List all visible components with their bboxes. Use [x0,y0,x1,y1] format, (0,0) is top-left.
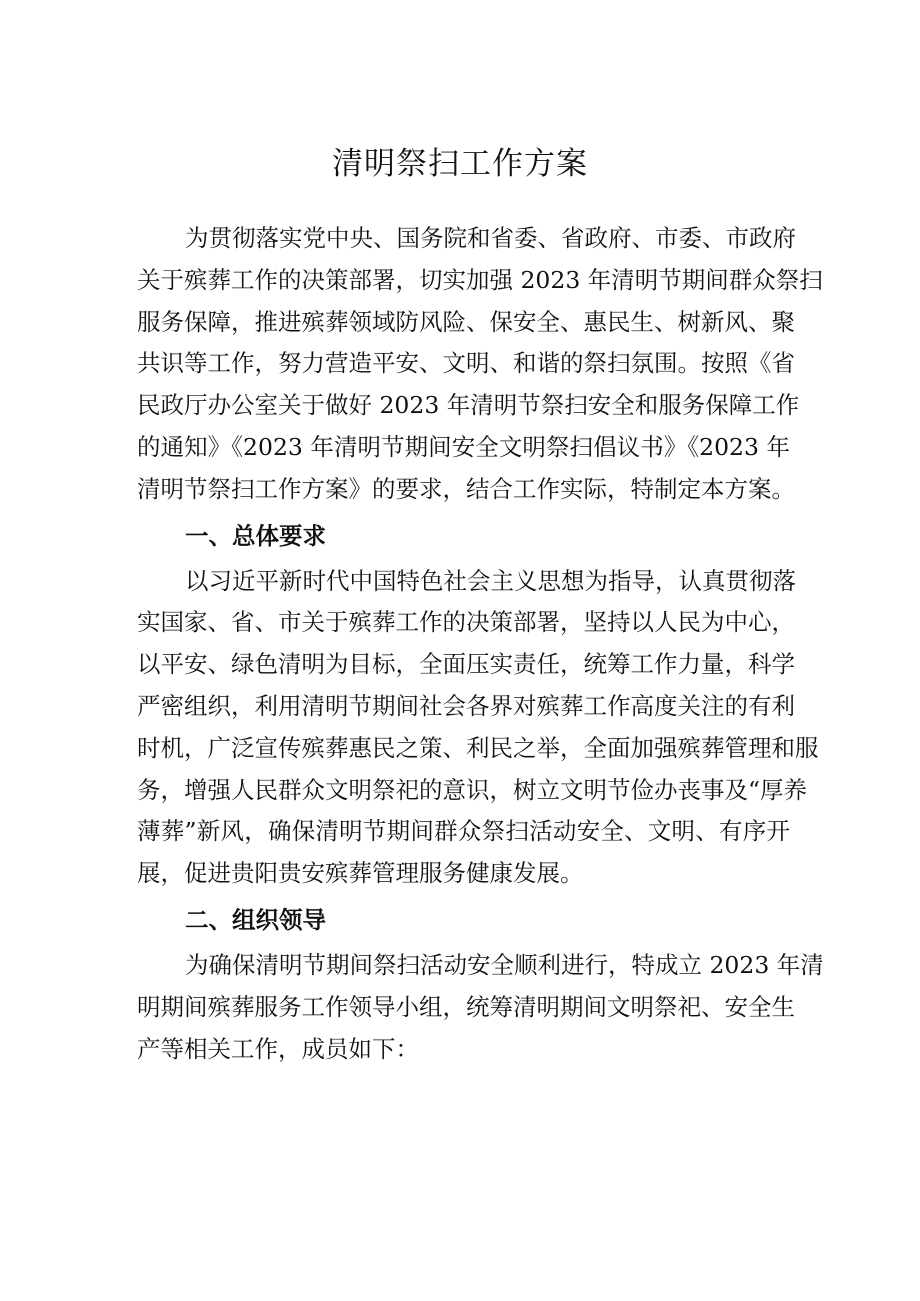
document-body [137,218,824,1070]
paragraph [137,218,823,511]
paragraph-line: 以习近平新时代中国特色社会主义思想为指导，认真贯彻落 [185,566,796,595]
paragraph-line: 为确保清明节期间祭扫活动安全顺利进行，特成立 2023 年清 [185,950,824,979]
paragraph-line: 清明节祭扫工作方案》的要求，结合工作实际，特制定本方案。 [137,474,795,503]
paragraph-line: 共识等工作，努力营造平安、文明、和谐的祭扫氛围。按照《省 [137,349,795,378]
paragraph-line: 薄葬”新风，确保清明节期间群众祭扫活动安全、文明、有序开 [137,817,790,846]
paragraph-line: 展，促进贵阳贵安殡葬管理服务健康发展。 [137,859,584,888]
paragraph-line: 产等相关工作，成员如下： [137,1034,419,1063]
paragraph-line: 关于殡葬工作的决策部署，切实加强 2023 年清明节期间群众祭扫 [137,265,823,294]
paragraph-line: 务，增强人民群众文明祭祀的意识，树立文明节俭办丧事及“厚养 [137,775,808,804]
paragraph-line: 为贯彻落实党中央、国务院和省委、省政府、市委、市政府 [185,224,796,252]
section-heading: 二、组织领导 [185,905,326,934]
paragraph [137,945,824,1070]
section-heading: 一、总体要求 [185,521,326,550]
paragraph [137,561,819,895]
document-title: 清明祭扫工作方案 [332,146,588,182]
paragraph-line: 严密组织，利用清明节期间社会各界对殡葬工作高度关注的有利 [137,691,795,720]
paragraph-line: 民政厅办公室关于做好 2023 年清明节祭扫安全和服务保障工作 [137,391,800,420]
paragraph-line: 实国家、省、市关于殡葬工作的决策部署，坚持以人民为中心， [137,608,795,637]
paragraph-line: 明期间殡葬服务工作领导小组，统筹清明期间文明祭祀、安全生 [137,992,795,1021]
paragraph-line: 服务保障，推进殡葬领域防风险、保安全、惠民生、树新风、聚 [137,307,795,336]
paragraph-line: 以平安、绿色清明为目标，全面压实责任，统筹工作力量，科学 [137,650,795,679]
paragraph-line: 的通知》《2023 年清明节期间安全文明祭扫倡议书》《2023 年 [137,432,790,461]
paragraph-line: 时机，广泛宣传殡葬惠民之策、利民之举，全面加强殡葬管理和服 [137,733,819,762]
